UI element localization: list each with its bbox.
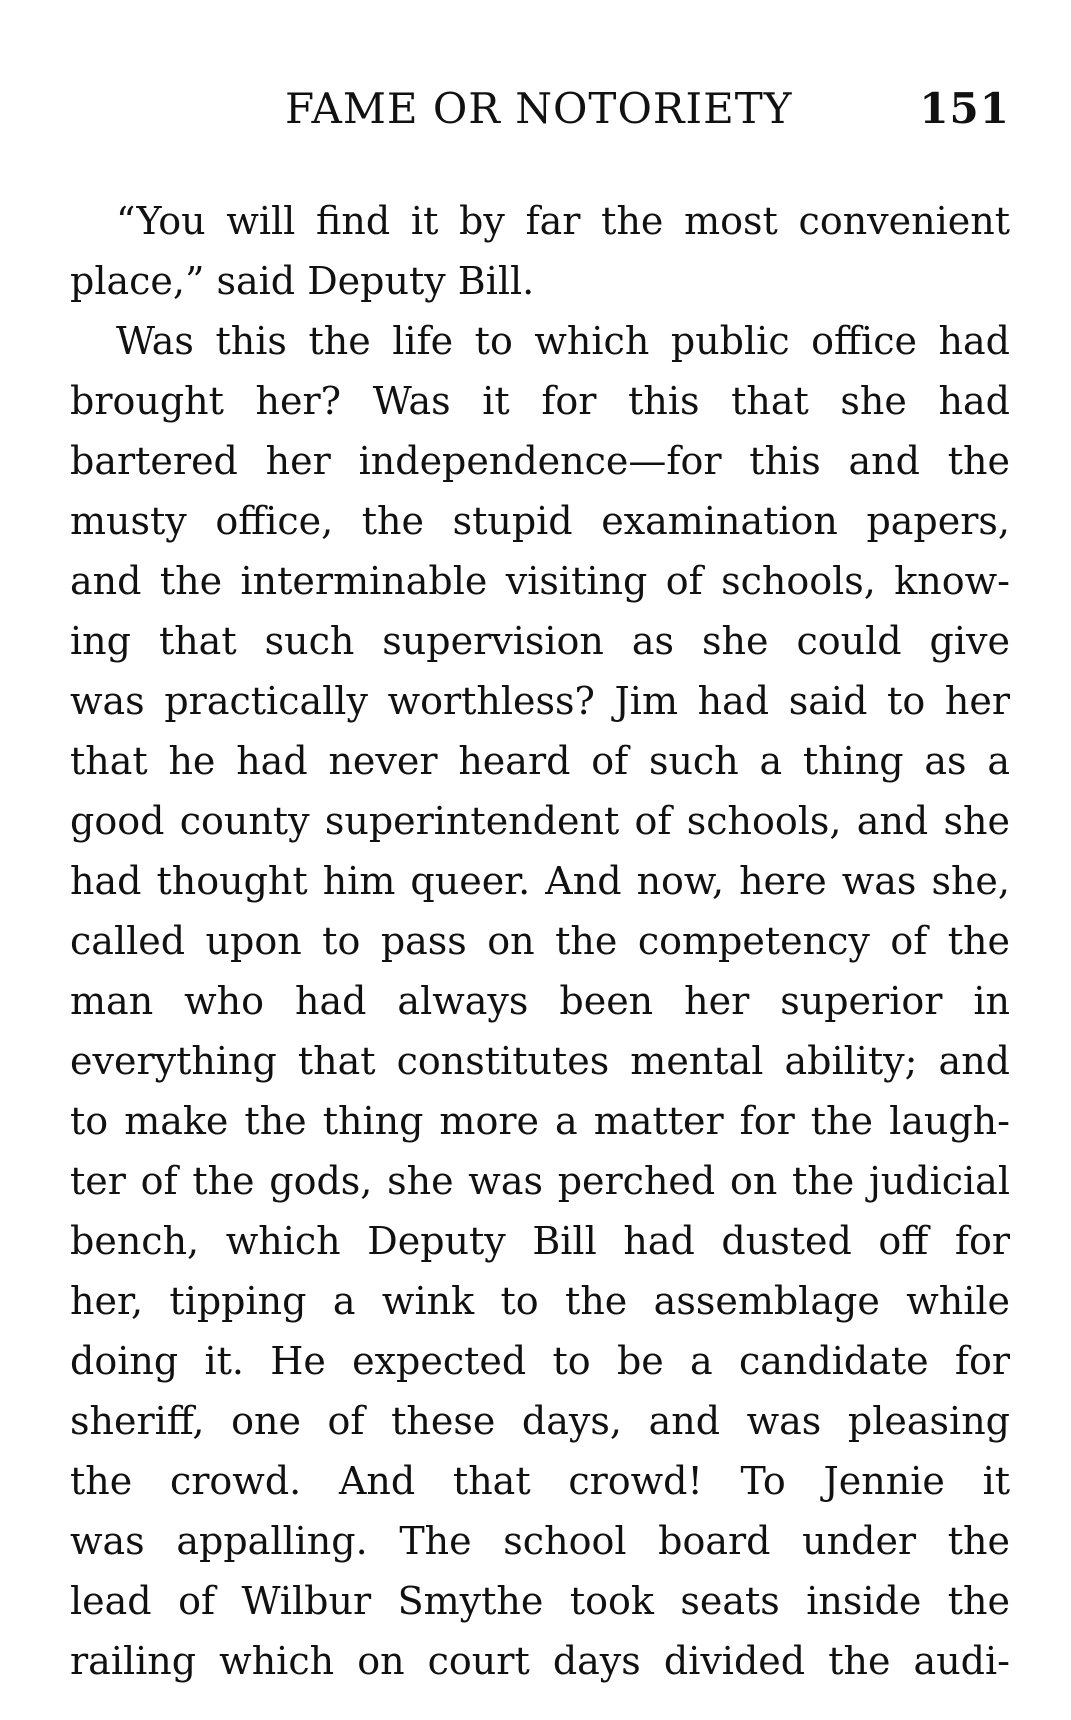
text-line: was practically worthless? Jim had said to her bbox=[70, 679, 1010, 723]
text-line: everything that constitutes mental ability; and bbox=[70, 1039, 1010, 1083]
text-line: the crowd. And that crowd! To Jennie it bbox=[70, 1459, 1010, 1503]
running-head bbox=[70, 84, 1010, 140]
text-line: “You will find it by far the most convenient bbox=[116, 199, 1010, 243]
running-title: FAME OR NOTORIETY bbox=[285, 84, 793, 133]
text-line: lead of Wilbur Smythe took seats inside the bbox=[70, 1579, 1010, 1623]
text-line: sheriff, one of these days, and was pleasing bbox=[70, 1399, 1010, 1443]
text-line: that he had never heard of such a thing as a bbox=[70, 739, 1010, 783]
text-line: good county superintendent of schools, and she bbox=[70, 799, 1010, 843]
text-line: and the interminable visiting of schools, know- bbox=[70, 559, 1010, 603]
text-line: had thought him queer. And now, here was she, bbox=[70, 859, 1010, 903]
text-line: brought her? Was it for this that she had bbox=[70, 379, 1010, 423]
body-text bbox=[70, 191, 1010, 1691]
text-line: bartered her independence—for this and the bbox=[70, 439, 1010, 483]
text-line: musty office, the stupid examination papers, bbox=[70, 499, 1010, 543]
text-line: ing that such supervision as she could give bbox=[70, 619, 1010, 663]
text-line: doing it. He expected to be a candidate for bbox=[70, 1339, 1010, 1383]
page-number: 151 bbox=[919, 84, 1010, 133]
text-line: place,” said Deputy Bill. bbox=[70, 259, 535, 303]
text-line: Was this the life to which public office had bbox=[116, 319, 1010, 363]
text-line: ter of the gods, she was perched on the judicial bbox=[70, 1159, 1010, 1203]
text-line: railing which on court days divided the audi- bbox=[70, 1639, 1010, 1683]
text-line: was appalling. The school board under the bbox=[70, 1519, 1010, 1563]
text-line: man who had always been her superior in bbox=[70, 979, 1010, 1023]
text-line: her, tipping a wink to the assemblage while bbox=[70, 1279, 1010, 1323]
text-line: bench, which Deputy Bill had dusted off for bbox=[70, 1219, 1010, 1263]
text-line: called upon to pass on the competency of the bbox=[70, 919, 1010, 963]
text-line: to make the thing more a matter for the laugh- bbox=[70, 1099, 1010, 1143]
